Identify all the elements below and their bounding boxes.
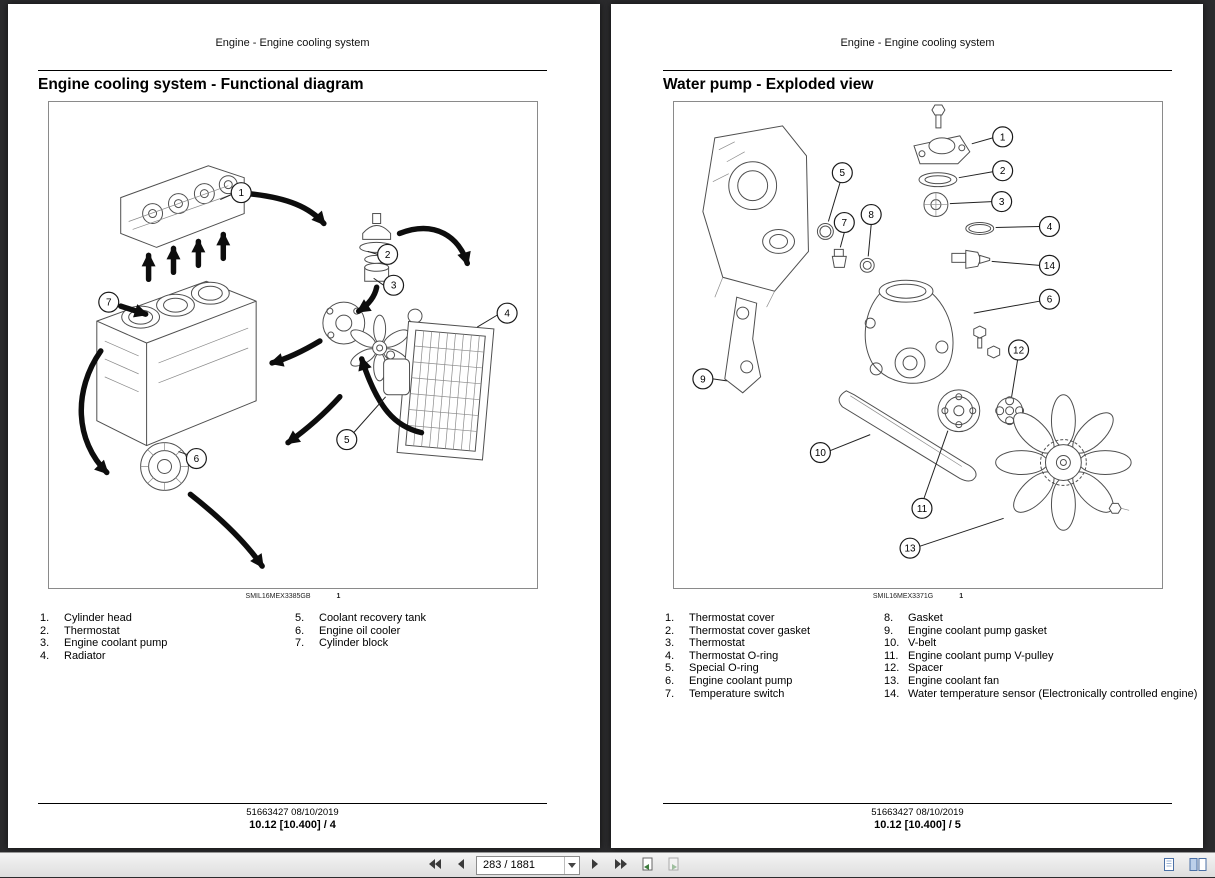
legend-item: 1. Thermostat cover: [665, 612, 775, 624]
next-page-button[interactable]: [584, 855, 606, 876]
figure-index: 1: [336, 593, 341, 600]
page-footer: [38, 803, 547, 831]
legend-item: 14. Water temperature sensor (Electronically controlled engine): [884, 687, 1198, 700]
page-number-combo[interactable]: [476, 856, 580, 875]
thermostat-cover-art: [914, 105, 970, 164]
first-page-icon: [428, 858, 442, 873]
svg-text:5: 5: [839, 168, 846, 180]
thermostat-oring-art: [966, 223, 994, 235]
legend-item: 4. Radiator: [40, 649, 106, 662]
water-temp-sensor-art: [952, 250, 990, 268]
svg-text:9: 9: [700, 374, 706, 386]
next-view-icon: [666, 857, 681, 875]
previous-view-icon: [640, 857, 655, 875]
svg-text:7: 7: [841, 217, 848, 229]
v-pulley-art: [938, 390, 980, 432]
figure-code: SMIL16MEX3371G: [872, 593, 934, 600]
small-gasket-art: [860, 258, 874, 272]
legend-item: 7. Cylinder block: [295, 637, 389, 650]
figure-caption: [48, 593, 538, 600]
footer-doc-number: 51663427 08/10/2019: [246, 807, 339, 818]
running-header: Engine - Engine cooling system: [840, 37, 995, 49]
svg-text:3: 3: [390, 280, 397, 292]
header-rule: [663, 70, 1172, 71]
coolant-pump-art: [865, 280, 999, 383]
legend-item: 3. Thermostat: [665, 637, 745, 650]
last-page-button[interactable]: [610, 855, 632, 876]
figure-caption: [673, 593, 1163, 600]
page-right: [611, 4, 1203, 848]
svg-text:1: 1: [238, 188, 244, 200]
previous-page-icon: [456, 858, 466, 873]
legend-item: 6. Engine coolant pump: [665, 674, 793, 687]
svg-text:2: 2: [384, 249, 391, 261]
svg-text:5: 5: [344, 435, 350, 447]
page-footer: [663, 803, 1172, 831]
facing-pages-view-button[interactable]: [1187, 855, 1209, 876]
functional-diagram-svg: [49, 102, 537, 588]
svg-text:1: 1: [999, 132, 1006, 144]
page-navigation-group: [424, 853, 684, 878]
legend: [665, 612, 1198, 700]
legend-item: 12. Spacer: [884, 662, 943, 675]
legend-item: 8. Gasket: [884, 612, 943, 624]
bottom-toolbar: [0, 852, 1215, 877]
svg-text:4: 4: [504, 308, 510, 320]
engine-block-fragment-art: [703, 126, 809, 307]
figure-box: [48, 101, 538, 589]
svg-text:6: 6: [193, 454, 200, 466]
svg-text:8: 8: [868, 210, 874, 222]
svg-text:3: 3: [998, 197, 1005, 209]
legend-item: 1. Cylinder head: [40, 612, 132, 624]
legend-item: 4. Thermostat O-ring: [665, 649, 779, 662]
thermostat-part-art: [924, 193, 948, 217]
legend-item: 2. Thermostat cover gasket: [665, 624, 811, 637]
legend-item: 11. Engine coolant pump V-pulley: [884, 649, 1054, 662]
radiator-art: [396, 308, 495, 459]
svg-text:14: 14: [1043, 260, 1055, 272]
page-number-value[interactable]: 283 / 1881: [483, 859, 535, 871]
last-page-icon: [614, 858, 628, 873]
footer-doc-number: 51663427 08/10/2019: [871, 807, 964, 818]
legend-item: 2. Thermostat: [40, 624, 120, 637]
svg-text:12: 12: [1013, 345, 1025, 357]
svg-text:13: 13: [904, 543, 916, 555]
section-title: Engine cooling system - Functional diagram: [38, 76, 364, 93]
footer-page-number: 10.12 [10.400] / 4: [249, 819, 336, 831]
single-page-view-icon: [1163, 857, 1175, 875]
legend-item: 5. Special O-ring: [665, 662, 759, 675]
legend-item: 7. Temperature switch: [665, 687, 785, 700]
svg-text:2: 2: [999, 166, 1006, 178]
next-page-icon: [590, 858, 600, 873]
next-view-button[interactable]: [662, 855, 684, 876]
figure-code: SMIL16MEX3385GB: [245, 593, 311, 600]
special-oring-art: [817, 224, 833, 240]
temperature-switch-art: [832, 249, 846, 267]
legend-item: 9. Engine coolant pump gasket: [884, 624, 1047, 637]
page-layout-group: [1158, 853, 1209, 878]
legend-item: 10. V-belt: [884, 637, 937, 650]
figure-index: 1: [959, 593, 964, 600]
oil-cooler-art: [141, 443, 189, 491]
legend-item: 5. Coolant recovery tank: [295, 612, 426, 624]
thermostat-cover-gasket-art: [919, 173, 957, 187]
running-header: Engine - Engine cooling system: [215, 37, 370, 49]
footer-page-number: 10.12 [10.400] / 5: [874, 819, 961, 831]
exploded-view-svg: [674, 102, 1162, 588]
facing-pages-view-icon: [1189, 857, 1207, 875]
coolant-fan-art: [996, 395, 1131, 530]
legend-item: 13. Engine coolant fan: [884, 674, 1000, 687]
previous-view-button[interactable]: [636, 855, 658, 876]
pump-gasket-art: [725, 297, 761, 393]
svg-text:10: 10: [814, 448, 826, 460]
section-title: Water pump - Exploded view: [663, 76, 874, 93]
single-page-view-button[interactable]: [1158, 855, 1180, 876]
legend-item: 3. Engine coolant pump: [40, 637, 168, 650]
previous-page-button[interactable]: [450, 855, 472, 876]
svg-text:11: 11: [916, 503, 928, 515]
page-combo-dropdown-icon[interactable]: [564, 857, 579, 874]
svg-text:7: 7: [105, 297, 112, 309]
svg-text:6: 6: [1046, 294, 1053, 306]
legend-item: 6. Engine oil cooler: [295, 624, 401, 637]
first-page-button[interactable]: [424, 855, 446, 876]
figure-box: [673, 101, 1163, 589]
legend: [40, 612, 562, 662]
svg-text:4: 4: [1046, 221, 1053, 233]
header-rule: [38, 70, 547, 71]
page-left: [8, 4, 600, 848]
